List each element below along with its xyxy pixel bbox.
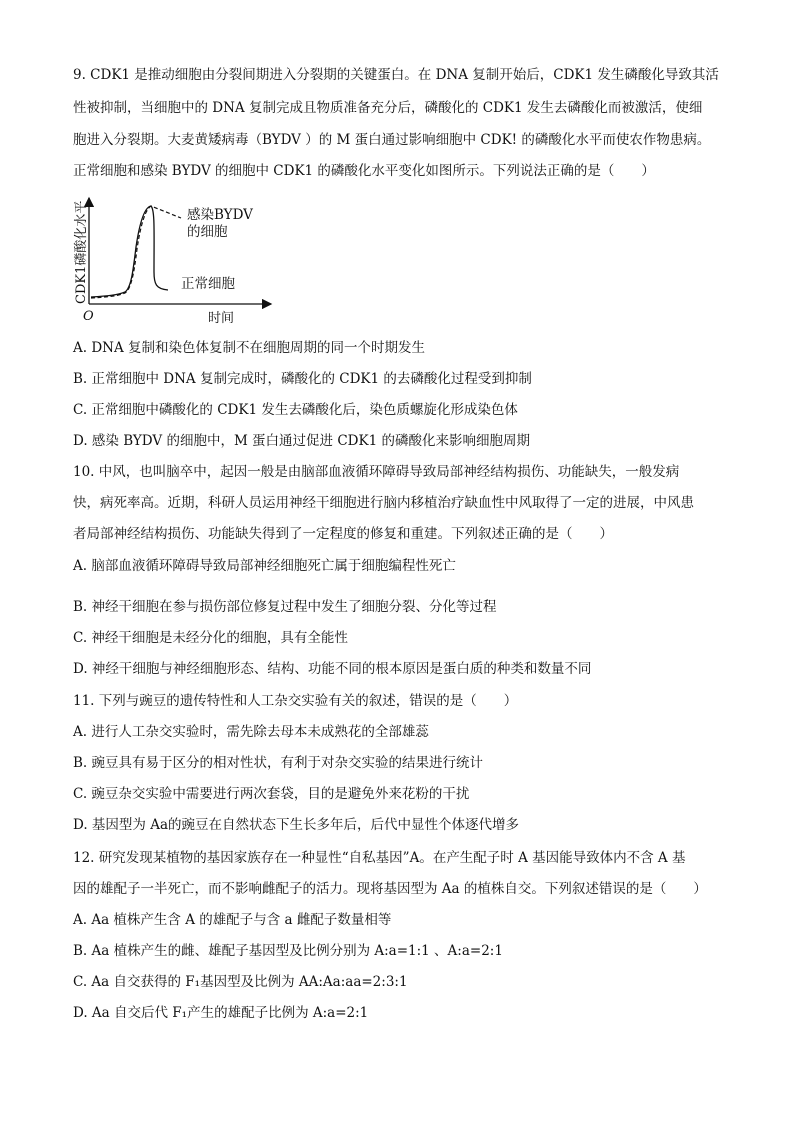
q10-stem-line-2: 快，病死率高。近期，科研人员运用神经干细胞进行脑内移植治疗缺血性中风取得了一定的进展，中风患 — [73, 495, 694, 511]
q9-stem-line-3: 胞进入分裂期。大麦黄矮病毒（BYDV ）的 M 蛋白通过影响细胞中 CDK! 的磷酸化水平而使农作物患病。 — [73, 132, 711, 148]
q12-stem-line-1: 12. 研究发现某植物的基因家族存在一种显性“自私基因”A。在产生配子时 A 基因能导致体内不含 A 基 — [73, 850, 686, 866]
q10-option-a: A. 脑部血液循环障碍导致局部神经细胞死亡属于细胞编程性死亡 — [73, 558, 456, 574]
q12-option-d: D. Aa 自交后代 F₁产生的雄配子比例为 A:a=2:1 — [73, 1005, 369, 1021]
x-axis-label: 时间 — [208, 311, 235, 326]
q12-option-c: C. Aa 自交获得的 F₁基因型及比例为 AA:Aa:aa=2:3:1 — [73, 974, 408, 990]
q10-stem-line-1: 10. 中风，也叫脑卒中，起因一般是由脑部血液循环障碍导致局部神经结构损伤、功能缺失，一般发病 — [73, 464, 680, 480]
q11-option-b: B. 豌豆具有易于区分的相对性状，有利于对杂交实验的结果进行统计 — [73, 755, 484, 771]
q10-option-c: C. 神经干细胞是未经分化的细胞，具有全能性 — [73, 630, 348, 646]
q10-option-b: B. 神经干细胞在参与损伤部位修复过程中发生了细胞分裂、分化等过程 — [73, 599, 497, 615]
q9-stem-line-4: 正常细胞和感染 BYDV 的细胞中 CDK1 的磷酸化水平变化如图所示。下列说法正确的是（ ） — [73, 163, 655, 179]
q9-option-a: A. DNA 复制和染色体复制不在细胞周期的同一个时期发生 — [73, 340, 426, 356]
q9-stem-line-2: 性被抑制，当细胞中的 DNA 复制完成且物质准备充分后，磷酸化的 CDK1 发生去磷酸化而被激活，使细 — [73, 100, 703, 116]
q9-stem-line-1: 9. CDK1 是推动细胞由分裂间期进入分裂期的关键蛋白。在 DNA 复制开始后，CDK1 发生磷酸化导致其活 — [73, 67, 719, 83]
infected-cell-label-line-1: 感染BYDV — [187, 207, 253, 223]
q10-option-d: D. 神经干细胞与神经细胞形态、结构、功能不同的根本原因是蛋白质的种类和数量不同 — [73, 661, 592, 677]
q11-option-d: D. 基因型为 Aa的豌豆在自然状态下生长多年后，后代中显性个体逐代增多 — [73, 817, 520, 833]
normal-cell-label: 正常细胞 — [181, 276, 235, 292]
cdk1-phosphorylation-figure — [73, 192, 273, 330]
normal-cell-curve — [91, 206, 168, 297]
q12-stem-line-2: 因的雄配子一半死亡，而不影响雌配子的活力。现将基因型为 Aa 的植株自交。下列叙述错误的是（ ） — [73, 881, 707, 897]
q12-option-b: B. Aa 植株产生的雌、雄配子基因型及比例分别为 A:a=1:1 、A:a=2:1 — [73, 943, 503, 959]
q9-option-c: C. 正常细胞中磷酸化的 CDK1 发生去磷酸化后，染色质螺旋化形成染色体 — [73, 402, 518, 418]
infected-cell-label-line-2: 的细胞 — [187, 224, 228, 240]
origin-label: O — [83, 309, 94, 324]
q11-option-a: A. 进行人工杂交实验时，需先除去母本未成熟花的全部雄蕊 — [73, 724, 429, 740]
q9-option-d: D. 感染 BYDV 的细胞中，M 蛋白通过促进 CDK1 的磷酸化来影响细胞周期 — [73, 433, 530, 449]
y-axis-label: CDK1磷酸化水平 — [74, 200, 89, 304]
q10-stem-line-3: 者局部神经结构损伤、功能缺失得到了一定程度的修复和重建。下列叙述正确的是（ ） — [73, 526, 613, 542]
q11-stem-line-1: 11. 下列与豌豆的遗传特性和人工杂交实验有关的叙述，错误的是（ ） — [73, 693, 518, 709]
q9-option-b: B. 正常细胞中 DNA 复制完成时，磷酸化的 CDK1 的去磷酸化过程受到抑制 — [73, 371, 532, 387]
q11-option-c: C. 豌豆杂交实验中需要进行两次套袋，目的是避免外来花粉的干扰 — [73, 786, 470, 802]
q12-option-a: A. Aa 植株产生含 A 的雄配子与含 a 雌配子数量相等 — [73, 912, 392, 928]
